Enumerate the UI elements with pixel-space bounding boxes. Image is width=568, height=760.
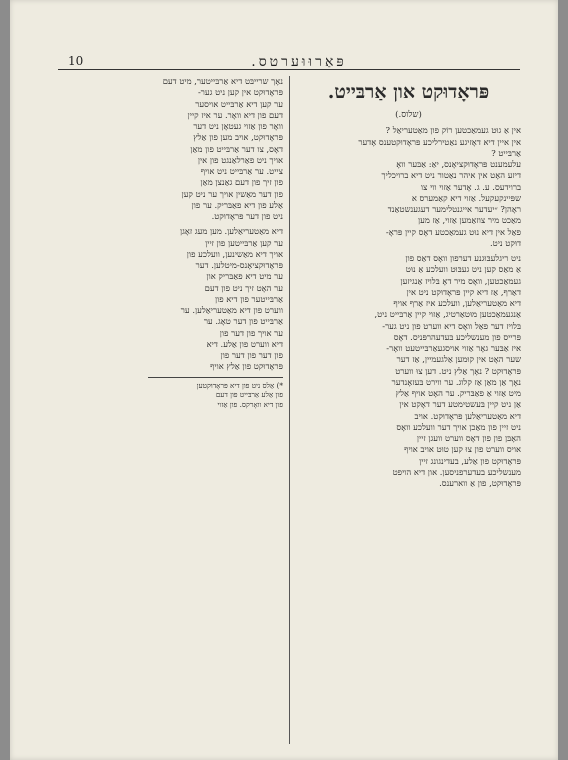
text-line: ניט זיין פון מאַכן אויך דער וועלכע וואָס	[396, 421, 521, 432]
text-line: פּראָדוּקציאָנס-מיטלען. דער	[195, 260, 283, 270]
text-line: ניט ריגלעבּוּגנע דערפון וואָס דאַס פון	[405, 253, 521, 263]
text-line: אין אַ גוּט געמאַכטען רוֹק פון מאַטעריאַל ?	[385, 125, 521, 136]
column-divider	[289, 76, 290, 744]
page-header	[68, 48, 530, 74]
text-line: אַן ניט קיין בּעשטימטע דער דאָקט אין	[399, 399, 521, 410]
text-line: אויך דיא מאַשינען, וועלכע פון	[186, 248, 283, 259]
left-column-paragraph-1	[58, 76, 283, 222]
section-label: (שלוס.)	[395, 110, 422, 120]
text-line: פון דיא וואָרקס. פון אַזוי	[217, 399, 283, 409]
text-line: ער האָט זיך ניט פון דעם	[204, 282, 283, 293]
text-line: צייט. ער אַרבּייט ניט אויף	[200, 166, 283, 176]
running-title: פּאַרוּוּערטס.	[251, 54, 347, 70]
text-line: מאַכט מיר צוזאַמען אַזוי, אַז מען	[417, 215, 521, 226]
text-line: וואָר פון אַזוי געטאָן ניט דער	[193, 121, 283, 131]
text-line: אויס ווערט פון צוּ קען טוּט אויב אויף	[404, 444, 521, 455]
text-line: דאַרף, אַז דיא קיין פּראָדוּקט ניט אין	[406, 286, 521, 297]
article-title: פּראָדוּקט און אַרבּייט.	[327, 81, 490, 103]
footnote-rule	[148, 377, 283, 378]
text-line: פּראָדוּקט פון אַלץ אויף	[210, 361, 283, 372]
text-line: אַרבּייטער פון דיא פון	[214, 293, 283, 304]
text-line: איז אַבּער גאָר אַזוי אויסגעאַרבּייטעט וואָר-	[386, 343, 521, 353]
text-line: שער האָט אין קוּמען אַלגעמיין, אַז דער	[396, 354, 521, 365]
text-line: פון דער מאַשין אויך ער ניט קען	[181, 188, 283, 199]
text-line: האָבּן פון פון דאָס ווערט וועגן זיין	[416, 433, 521, 443]
text-line: דיא מאַטעריאַלען, וועלכע איז אַרף אויף	[393, 298, 521, 308]
text-line: שפּיינקעקעל. אַזוי דיא קאַמערס א	[411, 192, 521, 203]
right-column-paragraph-2	[296, 253, 521, 489]
header-rule	[58, 69, 520, 70]
text-line: אַרבּייט ?	[491, 147, 521, 158]
text-line: דאָס, צו דער אַרבּייט פון מאַן	[190, 143, 283, 154]
text-line: דיא מאַטעריאַלען. מען מעג זאָגן	[179, 226, 283, 237]
text-line: פּראָדוּקט אין קען ניט גער-	[197, 87, 283, 98]
text-line: אויך ניט פאַרלאַנגט פון אין	[197, 154, 283, 165]
text-line: מענשליכע בעדערפניסען. און דיא הויפט	[392, 466, 521, 477]
text-line: פּראָדוּקט פון אַלע, בעדינגונג זיין	[419, 455, 521, 466]
text-line: ער קען דיא אַרבּייט אויסער	[195, 98, 283, 109]
text-line: בּלויז דער פאַל וואָס דיא ווערט פון ניט גער-	[382, 320, 521, 331]
right-column-paragraph-1	[296, 125, 521, 249]
text-line: ער אויך פון דער פון	[219, 327, 283, 338]
text-line: ער קען אַרבּייטען פון זיין	[205, 237, 283, 248]
text-line: ראָהן? ״יעדער אייגנטלימער דעגענשטאַנד	[387, 204, 521, 214]
text-line: נאָך שרייבּט דיא אַרבּייטער, מיט דעם	[162, 76, 283, 86]
text-line: אַנגעמאַכטען מוּטאַרטיג, אַזוי קיין אַרבּייט ניט,	[374, 309, 521, 320]
text-line: פּרייס פון מענשליכע בּעדעהרפּניס. דאָס	[393, 331, 521, 342]
text-line: פּראָדוּקט, פון אַ ווארענס.	[439, 478, 521, 488]
left-column	[58, 76, 283, 746]
right-column	[296, 76, 521, 746]
text-line: נאָך אַן מאַן אַז קלוג. ער ווירט בּעזאָנדער	[391, 376, 521, 387]
text-line: *) אַלס ניט פון דיא פּראָדוּקטען	[196, 380, 283, 390]
text-line: פאַל אין דיא נוּט געמאַכטע דאָס קיין פּראָ-	[385, 226, 521, 237]
text-line: דיא ווערט פון אַלע. דיא	[206, 338, 283, 349]
text-line: פון אַלע אַרבּייט פון דעם	[215, 390, 283, 399]
text-line: פון זיך פון דעם גאַנצן מאַן	[200, 177, 283, 188]
text-line: מיט אַזוי אַ פאַבּריק. ער האָט אויף אַלץ	[395, 388, 521, 398]
text-line: ברוידעס. ע. ג. אָדער אַזוי ווי צו	[420, 181, 521, 192]
text-line: אַלע פון דיא פאַבּריק. ער פון	[191, 199, 283, 210]
text-line: פון דער פון דער פון	[220, 350, 283, 360]
footnote	[58, 381, 283, 410]
text-line: עלעמענט פּראָדוּקציאָנס, יאַ: אַבּער וואָ	[396, 159, 521, 169]
text-line: דעם פון דיא וואָר. ער איז קיין	[187, 109, 283, 120]
text-line: דוּקט ניט.	[489, 237, 521, 248]
page-number: 10	[68, 54, 84, 68]
text-line: אַ מאַס קען ניט געבּוּט וועלכע אַ נוּט	[405, 264, 521, 275]
text-line: ווערט פון דיא מאַטעריאַלען. ער	[180, 305, 283, 315]
text-line: דיא מאַטעריאַלען פּראָדוּקט. אויב	[414, 410, 521, 421]
text-line: ניט פון דער פּראָדוּקט.	[211, 211, 283, 221]
text-line: פּראָדוּקט, אויב מען פון אַלץ	[193, 132, 283, 143]
text-line: אַרבּייט פון דער טאָג. ער	[203, 316, 283, 327]
text-line: פּראָדוּקט ? נאָך אַלץ ניט. דען צוּ ווערט	[395, 365, 521, 376]
text-line: אין איין דיא דאָזיגע נאַטירליכע פּראָדוּקטענס אָדער	[358, 136, 521, 147]
text-line: געמאַכטען, וואָס מיר דאָ בּלויז אַנגיזען	[400, 275, 521, 286]
text-line: דיזע האָט אין איהר נאַטור ניט דיא ברויכליך	[381, 170, 521, 181]
text-line: ער מיט דיא פאַבּריק און	[206, 271, 283, 282]
left-column-paragraph-2	[58, 226, 283, 372]
